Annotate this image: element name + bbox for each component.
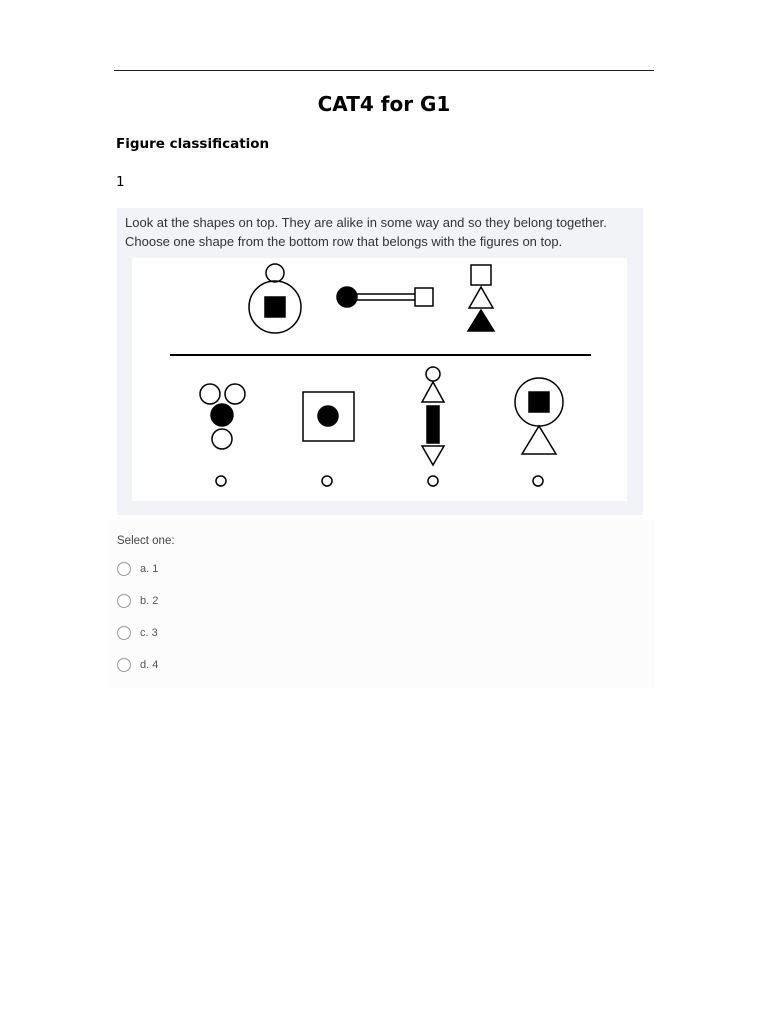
radio-button[interactable]: [117, 626, 131, 640]
top-figure-3: [468, 265, 494, 331]
radio-button[interactable]: [117, 658, 131, 672]
top-figure-1: [249, 264, 301, 333]
answer-figure-1: [200, 384, 245, 486]
answer-figure-4: [515, 378, 563, 486]
answer-figure-2: [303, 392, 354, 486]
instruction-line-1: Look at the shapes on top. They are alike in some way and so they belong together.: [125, 215, 607, 230]
radio-button[interactable]: [117, 594, 131, 608]
option-d[interactable]: [117, 656, 158, 674]
select-prompt: Select one:: [117, 535, 175, 547]
option-label: c. 3: [140, 627, 158, 639]
document-title: CAT4 for G1: [317, 92, 451, 116]
puzzle-image: [132, 258, 627, 501]
question-instruction: [125, 213, 640, 251]
option-b[interactable]: [117, 592, 158, 610]
question-panel: [117, 208, 643, 515]
instruction-line-2: Choose one shape from the bottom row that belongs with the figures on top.: [125, 234, 563, 249]
header-rule: [114, 70, 654, 71]
option-label: b. 2: [140, 595, 159, 607]
section-heading: Figure classification: [116, 136, 270, 152]
puzzle-figures: [132, 258, 627, 501]
option-label: a. 1: [140, 563, 159, 575]
option-c[interactable]: [117, 624, 158, 642]
answer-area: [110, 520, 655, 688]
option-label: d. 4: [140, 659, 159, 671]
top-figure-2: [337, 287, 433, 307]
radio-button[interactable]: [117, 562, 131, 576]
option-a[interactable]: [117, 560, 158, 578]
answer-figure-3: [422, 367, 444, 486]
question-number: 1: [116, 174, 125, 190]
